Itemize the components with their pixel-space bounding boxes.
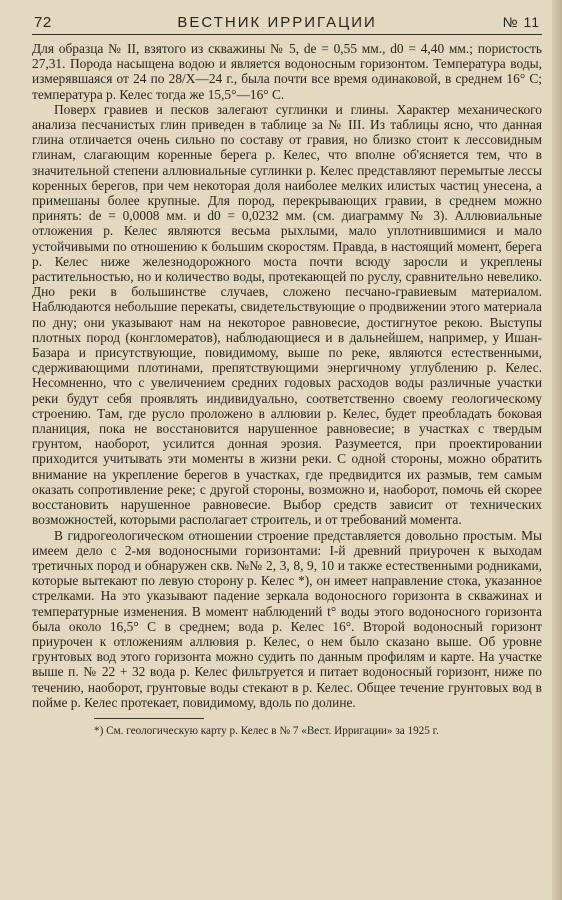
journal-title: ВЕСТНИК ИРРИГАЦИИ [177,14,377,31]
paragraph-sample-description: Для образца № II, взятого из скважины № 5, dе = 0,55 мм., d0 = 4,40 мм.; пористость 27,31. Порода насыщена водою и является водоносным горизонтом. Температура воды, измерявшаяся от 24 по 28/X—24 г., была почти все время одинаковой, в среднем 16° С; температура р. Келес тогда же 15,5°—16° С. [32,41,542,102]
issue-number: № 11 [502,14,540,30]
paragraph-alluvial-deposits: Поверх гравиев и песков залегают суглинки и глины. Характер механического анализа песчанистых глин приведен в таблице за № III. Из таблицы ясно, что данная глина отличается очень сильно по составу от гравия, но близко стоит к лессовидным глинам, слагающим коренные берега р. Келес, что вполне об'ясняется тем, что в значительной степени аллювиальные суглинки р. Келес представляют перемытые лессы коренных берегов, при чем некоторая доля наиболее мелких илистых частиц унесена, а примешаны более крупные. Для пород, перекрывающих гравии, в среднем можно принять: dе = 0,0008 мм. и d0 = 0,0232 мм. (см. диаграмму № 3). Аллювиальные отложения р. Келес являются весьма рыхлыми, мало уплотнившимися и мало устойчивыми по отношению к большим скоростям. Правда, в настоящий момент, берега р. Келес ниже железнодорожного моста почти всюду заросли и укреплены растительностью, но и количество воды, протекающей по руслу, сравнительно невелико. Дно реки в большинстве случаев, сложено песчано-гравиевым материалом. Наблюдаются небольшие перекаты, свидетельствующие о продвижении этого материала по дну; они указывают нам на некоторое равновесие, достигнутое рекою. Выступы плотных пород (конгломератов), наблюдающиеся и в дальнейшем, например, у Ишан-Базара и присутствующие, повидимому, выше по реке, являются естественными, сдерживающими плотинами, препятствующими энергичному углублению р. Келес. Несомненно, что с увеличением средних годовых расходов воды различные участки реки будут себя проявлять индивидуально, соответственно своему геологическому строению. Там, где русло проложено в аллювии р. Келес, будет преобладать боковая планиция, пока не восстановится нарушенное равновесие; в участках с твердым грунтом, наоборот, усилится донная эрозия. Разумеется, при проектировании приходится учитывать эти моменты в жизни реки. С одной стороны, можно обратить внимание на укрепление берегов в участках, где предвидится их размыв, тем самым оказать сопротивление реке; с другой стороны, возможно и, наоборот, помочь ей скорее восстановить нарушенное равновесие. Выбор средств зависит от технических возможностей, которыми располагает строитель, и от требований момента. [32,101,542,528]
book-spine-edge [552,0,562,900]
footnote-divider [94,718,204,719]
article-body [32,41,542,710]
running-header [32,14,542,35]
paragraph-hydrogeology: В гидрогеологическом отношении строение представляется довольно простым. Мы имеем дело с 2-мя водоносными горизонтами: I-й древний приурочен к выходам третичных пород и обнаружен скв. №№ 2, 3, 8, 9, 10 и также естественными родниками, которые вытекают по левую сторону р. Келес *), он имеет направление стока, указанное стрелками. На это указывают падение зеркала водоносного горизонта в скважинах и температурные изменения. В момент наблюдений t° воды этого водоносного горизонта была около 16,5° С в среднем; вода р. Келес 16°. Второй водоносный горизонт приурочен к отложениям аллювия р. Келес, о нем было сказано выше. Об уровне грунтовых вод этого горизонта можно судить по данным профилям и карте. На участке выше п. № 22 + 32 вода р. Келес фильтруется и питает водоносный горизонт, ниже по течению, наоборот, грунтовые воды стекают в р. Келес. Общее течение грунтовых вод в пойме р. Келес протекает, повидимому, вдоль по долине. [32,527,542,710]
footnote: *) См. геологическую карту р. Келес в № 7 «Вест. Ирригации» за 1925 г. [94,724,439,737]
page-number: 72 [34,14,52,31]
